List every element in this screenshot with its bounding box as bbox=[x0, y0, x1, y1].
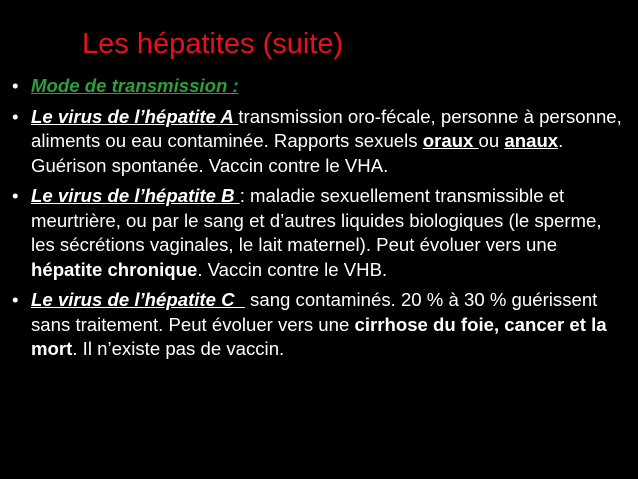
hepatitis-c-text-2: . Il n’existe pas de vaccin. bbox=[72, 338, 285, 359]
hepatitis-a-oraux: oraux bbox=[422, 130, 479, 151]
hepatitis-a-anaux: anaux bbox=[504, 130, 559, 151]
slide-title: Les hépatites (suite) bbox=[82, 28, 344, 60]
hepatitis-b-emphasis: hépatite chronique bbox=[31, 258, 198, 280]
bullet-marker: • bbox=[12, 105, 19, 127]
bullet-transmission-heading bbox=[12, 74, 630, 99]
bullet-hepatitis-a bbox=[12, 105, 630, 179]
hepatitis-c-emphasis: cirrhose du foie, cancer et la mort bbox=[31, 313, 607, 359]
hepatitis-a-text-1: transmission oro-fécale, personne à personne, aliments ou eau contaminée. Rapports sexuels bbox=[31, 105, 622, 151]
hepatitis-c-label: Le virus de l’hépatite C bbox=[31, 289, 245, 310]
hepatitis-c-text-1: sang contaminés. 20 % à 30 % guérissent sans traitement. Peut évoluer vers une bbox=[31, 289, 598, 335]
hepatitis-b-label: Le virus de l’hépatite B bbox=[31, 185, 240, 206]
hepatitis-a-text-3: . Guérison spontanée. Vaccin contre le VHA. bbox=[31, 130, 564, 176]
bullet-hepatitis-b bbox=[12, 184, 630, 282]
section-heading: Mode de transmission : bbox=[31, 75, 239, 96]
hepatitis-b-text-2: . Vaccin contre le VHB. bbox=[197, 258, 388, 280]
hepatitis-a-text-2: ou bbox=[478, 130, 505, 151]
hepatitis-a-label: Le virus de l’hépatite A bbox=[31, 105, 239, 127]
bullet-marker: • bbox=[12, 75, 19, 96]
bullet-marker: • bbox=[12, 289, 19, 310]
slide-content bbox=[12, 74, 630, 368]
hepatitis-b-text-1: : maladie sexuellement transmissible et meurtrière, ou par le sang et d’autres liquides biologiques (le sperme, les sécrétions vaginales, le lait maternel). Peut évoluer vers une bbox=[31, 185, 602, 255]
bullet-hepatitis-c bbox=[12, 288, 630, 362]
bullet-marker: • bbox=[12, 185, 19, 206]
